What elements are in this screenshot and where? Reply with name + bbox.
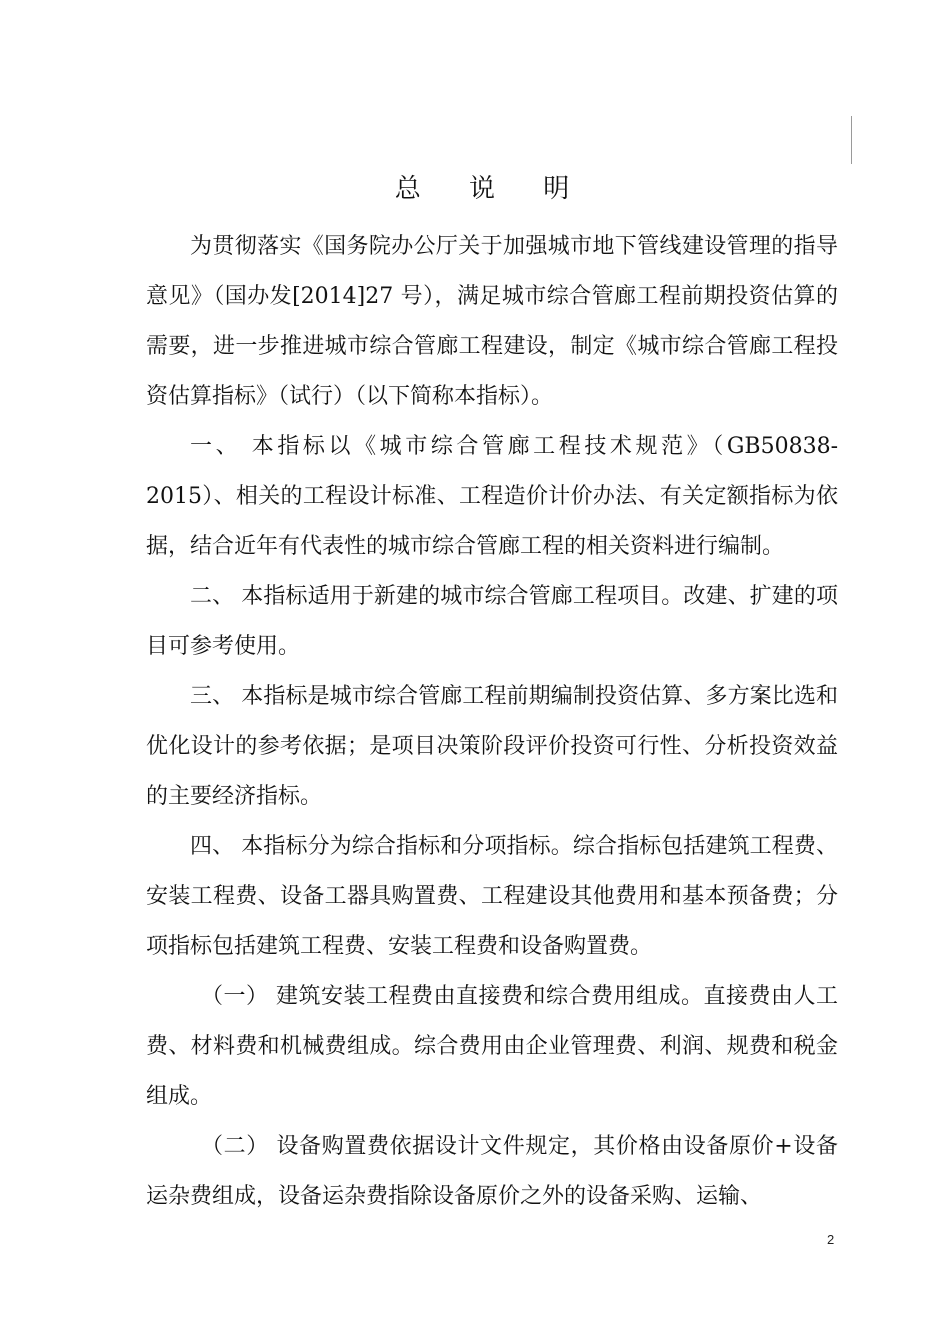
subclause-one-paragraph: （一） 建筑安装工程费由直接费和综合费用组成。直接费由人工费、材料费和机械费组成。综合费用由企业管理费、利润、规费和税金组成。 <box>146 984 838 1109</box>
intro-paragraph: 为贯彻落实《国务院办公厅关于加强城市地下管线建设管理的指导意见》（国办发[2014]27 号），满足城市综合管廊工程前期投资估算的需要，进一步推进城市综合管廊工程建设，制定《城市综合管廊工程投资估算指标》（试行）（以下简称本指标）。 <box>146 234 838 409</box>
clause-four-paragraph: 四、 本指标分为综合指标和分项指标。综合指标包括建筑工程费、安装工程费、设备工器具购置费、工程建设其他费用和基本预备费；分项指标包括建筑工程费、安装工程费和设备购置费。 <box>146 834 838 959</box>
document-body <box>146 222 838 1222</box>
clause-two-paragraph: 二、 本指标适用于新建的城市综合管廊工程项目。改建、扩建的项目可参考使用。 <box>146 584 838 659</box>
subclause-two-paragraph: （二） 设备购置费依据设计文件规定，其价格由设备原价+设备运杂费组成，设备运杂费指除设备原价之外的设备采购、运输、 <box>146 1134 838 1209</box>
page-title: 总 说 明 <box>394 174 590 204</box>
page-number: 2 <box>827 1232 835 1247</box>
margin-line <box>851 116 852 164</box>
clause-one-paragraph: 一、 本指标以《城市综合管廊工程技术规范》（GB50838-2015）、相关的工程设计标准、工程造价计价办法、有关定额指标为依据，结合近年有代表性的城市综合管廊工程的相关资料进行编制。 <box>146 434 838 559</box>
clause-three-paragraph: 三、 本指标是城市综合管廊工程前期编制投资估算、多方案比选和优化设计的参考依据；是项目决策阶段评价投资可行性、分析投资效益的主要经济指标。 <box>146 684 838 809</box>
